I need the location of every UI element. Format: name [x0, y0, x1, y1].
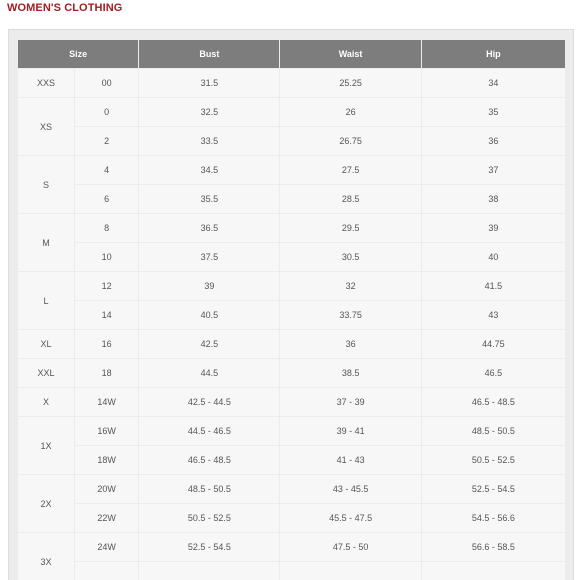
numeric-size-cell: 2 — [75, 127, 138, 155]
bust-cell: 36.5 — [139, 214, 279, 242]
table-row — [18, 214, 565, 242]
hip-cell: 35 — [422, 98, 565, 126]
numeric-size-cell: 8 — [75, 214, 138, 242]
bust-cell — [139, 562, 279, 580]
numeric-size-cell: 4 — [75, 156, 138, 184]
size-group-cell: XS — [18, 98, 74, 155]
hip-cell: 34 — [422, 69, 565, 97]
table-row — [18, 446, 565, 474]
waist-cell: 43 - 45.5 — [280, 475, 420, 503]
table-row — [18, 156, 565, 184]
table-row — [18, 69, 565, 97]
size-group-cell: XXL — [18, 359, 74, 387]
numeric-size-cell: 16W — [75, 417, 138, 445]
waist-cell: 32 — [280, 272, 420, 300]
numeric-size-cell: 00 — [75, 69, 138, 97]
numeric-size-cell: 10 — [75, 243, 138, 271]
bust-cell: 48.5 - 50.5 — [139, 475, 279, 503]
numeric-size-cell: 14 — [75, 301, 138, 329]
bust-cell: 34.5 — [139, 156, 279, 184]
hip-cell: 43 — [422, 301, 565, 329]
hip-cell: 54.5 - 56.6 — [422, 504, 565, 532]
numeric-size-cell: 18W — [75, 446, 138, 474]
bust-cell: 40.5 — [139, 301, 279, 329]
header-row — [18, 40, 565, 68]
table-row — [18, 417, 565, 445]
bust-cell: 50.5 - 52.5 — [139, 504, 279, 532]
numeric-size-cell: 12 — [75, 272, 138, 300]
hip-cell: 52.5 - 54.5 — [422, 475, 565, 503]
table-row — [18, 359, 565, 387]
waist-cell: 45.5 - 47.5 — [280, 504, 420, 532]
numeric-size-cell: 24W — [75, 533, 138, 561]
hip-cell: 41.5 — [422, 272, 565, 300]
size-group-cell: X — [18, 388, 74, 416]
hip-cell: 48.5 - 50.5 — [422, 417, 565, 445]
waist-cell — [280, 562, 420, 580]
bust-cell: 44.5 — [139, 359, 279, 387]
waist-cell: 30.5 — [280, 243, 420, 271]
size-group-cell: XXS — [18, 69, 74, 97]
numeric-size-cell: 6 — [75, 185, 138, 213]
numeric-size-cell: 16 — [75, 330, 138, 358]
bust-cell: 42.5 — [139, 330, 279, 358]
bust-cell: 35.5 — [139, 185, 279, 213]
hip-cell: 50.5 - 52.5 — [422, 446, 565, 474]
waist-cell: 36 — [280, 330, 420, 358]
bust-cell: 37.5 — [139, 243, 279, 271]
numeric-size-cell: 18 — [75, 359, 138, 387]
size-group-cell: L — [18, 272, 74, 329]
size-group-cell: 1X — [18, 417, 74, 474]
table-row — [18, 562, 565, 580]
hip-cell: 46.5 - 48.5 — [422, 388, 565, 416]
waist-cell: 28.5 — [280, 185, 420, 213]
size-chart-table — [17, 39, 566, 580]
table-row — [18, 185, 565, 213]
table-row — [18, 330, 565, 358]
waist-cell: 27.5 — [280, 156, 420, 184]
hip-cell: 36 — [422, 127, 565, 155]
header-bust: Bust — [139, 40, 279, 68]
bust-cell: 42.5 - 44.5 — [139, 388, 279, 416]
hip-cell — [422, 562, 565, 580]
size-group-cell: XL — [18, 330, 74, 358]
size-group-cell: M — [18, 214, 74, 271]
header-size: Size — [18, 40, 138, 68]
bust-cell: 44.5 - 46.5 — [139, 417, 279, 445]
size-group-cell: 2X — [18, 475, 74, 532]
hip-cell: 39 — [422, 214, 565, 242]
bust-cell: 33.5 — [139, 127, 279, 155]
waist-cell: 39 - 41 — [280, 417, 420, 445]
table-row — [18, 533, 565, 561]
header-hip: Hip — [422, 40, 565, 68]
table-row — [18, 272, 565, 300]
size-table-body — [18, 69, 565, 580]
bust-cell: 46.5 - 48.5 — [139, 446, 279, 474]
numeric-size-cell: 22W — [75, 504, 138, 532]
table-row — [18, 504, 565, 532]
waist-cell: 33.75 — [280, 301, 420, 329]
waist-cell: 25.25 — [280, 69, 420, 97]
bust-cell: 31.5 — [139, 69, 279, 97]
waist-cell: 37 - 39 — [280, 388, 420, 416]
waist-cell: 41 - 43 — [280, 446, 420, 474]
table-row — [18, 475, 565, 503]
table-row — [18, 301, 565, 329]
hip-cell: 38 — [422, 185, 565, 213]
size-group-cell: S — [18, 156, 74, 213]
waist-cell: 29.5 — [280, 214, 420, 242]
waist-cell: 47.5 - 50 — [280, 533, 420, 561]
page-title: WOMEN'S CLOTHING — [7, 2, 123, 14]
hip-cell: 40 — [422, 243, 565, 271]
table-row — [18, 388, 565, 416]
waist-cell: 38.5 — [280, 359, 420, 387]
size-group-cell: 3X — [18, 533, 74, 580]
hip-cell: 56.6 - 58.5 — [422, 533, 565, 561]
numeric-size-cell — [75, 562, 138, 580]
table-row — [18, 243, 565, 271]
numeric-size-cell: 14W — [75, 388, 138, 416]
hip-cell: 44.75 — [422, 330, 565, 358]
numeric-size-cell: 0 — [75, 98, 138, 126]
waist-cell: 26.75 — [280, 127, 420, 155]
header-waist: Waist — [280, 40, 420, 68]
hip-cell: 37 — [422, 156, 565, 184]
numeric-size-cell: 20W — [75, 475, 138, 503]
waist-cell: 26 — [280, 98, 420, 126]
bust-cell: 39 — [139, 272, 279, 300]
hip-cell: 46.5 — [422, 359, 565, 387]
bust-cell: 32.5 — [139, 98, 279, 126]
table-row — [18, 127, 565, 155]
bust-cell: 52.5 - 54.5 — [139, 533, 279, 561]
table-row — [18, 98, 565, 126]
